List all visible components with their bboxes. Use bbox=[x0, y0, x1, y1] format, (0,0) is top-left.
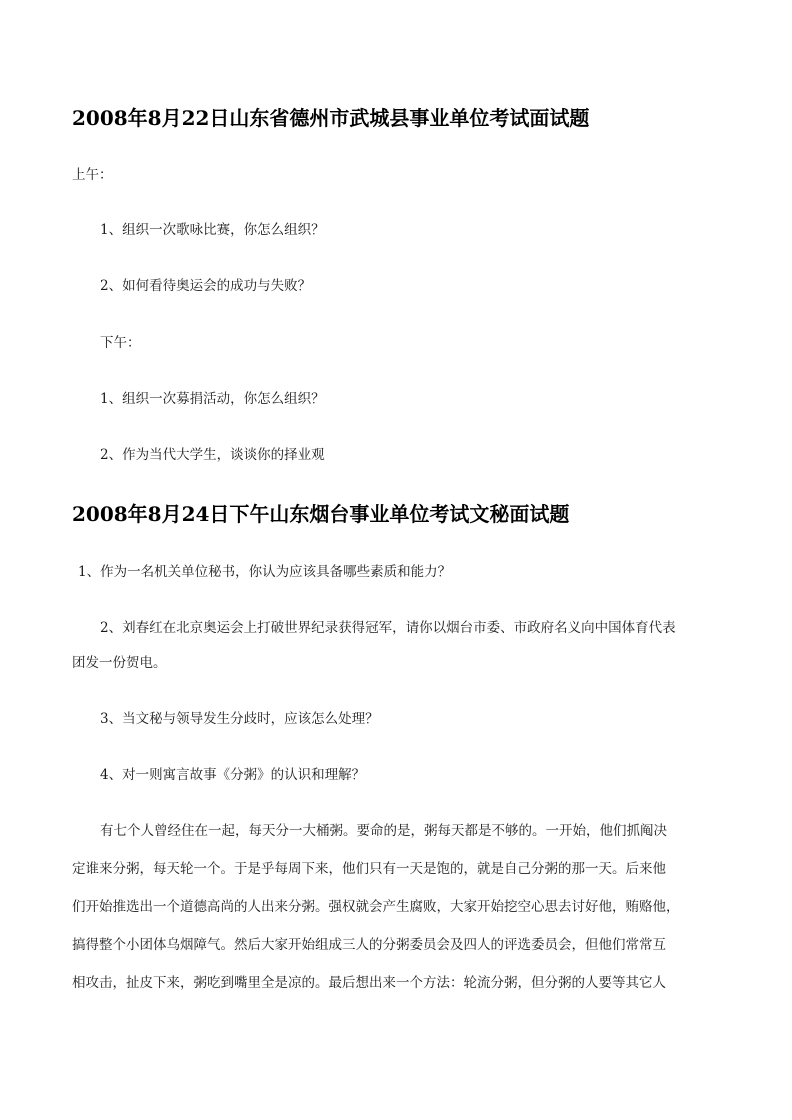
section2-question-4: 4、对一则寓言故事《分粥》的认识和理解？ bbox=[100, 767, 366, 783]
section1-title: 2008年8月22日山东省德州市武城县事业单位考试面试题 bbox=[72, 106, 590, 130]
story-line-3: 们开始推选出一个道德高尚的人出来分粥。强权就会产生腐败，大家开始挖空心思去讨好他，贿赂他， bbox=[72, 899, 680, 915]
section2-question-1: 1、作为一名机关单位秘书，你认为应该具备哪些素质和能力？ bbox=[78, 564, 452, 580]
story-line-2: 定谁来分粥，每天轮一个。于是乎每周下来，他们只有一天是饱的，就是自己分粥的那一天。后来他 bbox=[72, 861, 666, 877]
story-line-4: 搞得整个小团体乌烟障气。然后大家开始组成三人的分粥委员会及四人的评选委员会，但他们常常互 bbox=[72, 937, 666, 953]
morning-label: 上午： bbox=[72, 167, 113, 183]
section2-title: 2008年8月24日下午山东烟台事业单位考试文秘面试题 bbox=[72, 502, 570, 526]
afternoon-question-1: 1、组织一次募捐活动，你怎么组织？ bbox=[100, 391, 325, 407]
afternoon-question-2: 2、作为当代大学生，谈谈你的择业观 bbox=[100, 447, 325, 463]
story-line-5: 相攻击，扯皮下来，粥吃到嘴里全是凉的。最后想出来一个方法：轮流分粥，但分粥的人要等其它人 bbox=[72, 975, 666, 991]
morning-question-1: 1、组织一次歌咏比赛，你怎么组织？ bbox=[100, 222, 325, 238]
morning-question-2: 2、如何看待奥运会的成功与失败？ bbox=[100, 278, 312, 294]
section2-question-2-line-1: 2、刘春红在北京奥运会上打破世界纪录获得冠军，请你以烟台市委、市政府名义向中国体育代表 bbox=[100, 620, 676, 636]
section2-question-2-line-2: 团发一份贺电。 bbox=[72, 655, 167, 671]
story-line-1: 有七个人曾经住在一起，每天分一大桶粥。要命的是，粥每天都是不够的。一开始，他们抓阄决 bbox=[100, 823, 667, 839]
afternoon-label: 下午： bbox=[100, 335, 141, 351]
section2-question-3: 3、当文秘与领导发生分歧时，应该怎么处理？ bbox=[100, 711, 379, 727]
